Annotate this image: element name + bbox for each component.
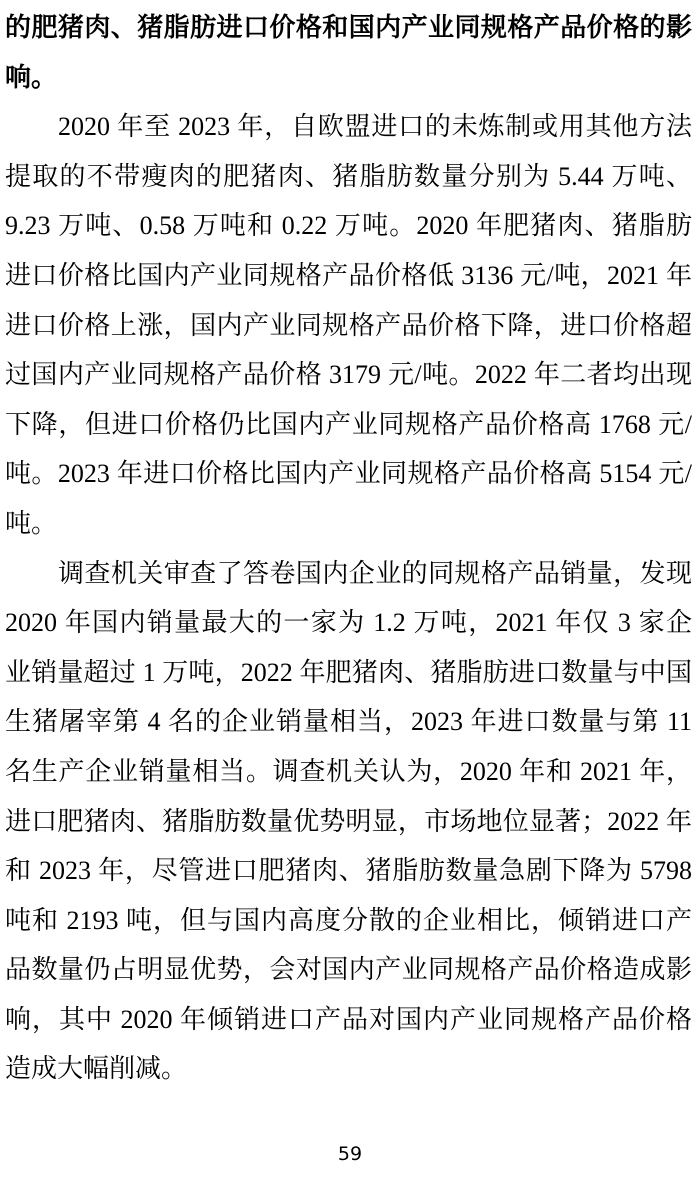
body-line: 和 2023 年，尽管进口肥猪肉、猪脂肪数量急剧下降为 5798 <box>5 856 692 886</box>
body-line: 名生产企业销量相当。调查机关认为，2020 年和 2021 年， <box>5 756 692 786</box>
body-line: 9.23 万吨、0.58 万吨和 0.22 万吨。2020 年肥猪肉、猪脂肪 <box>5 211 692 241</box>
paragraph-import-prices <box>5 102 692 548</box>
body-line: 吨。2023 年进口价格比国内产业同规格产品价格高 5154 元/ <box>5 459 692 489</box>
body-line: 品数量仍占明显优势，会对国内产业同规格产品价格造成影 <box>5 955 692 985</box>
page-footer <box>0 1145 700 1164</box>
page-number: 59 <box>337 1143 363 1165</box>
body-line: 造成大幅削减。 <box>5 1054 188 1084</box>
body-line: 进口价格比国内产业同规格产品价格低 3136 元/吨，2021 年 <box>5 260 692 290</box>
body-line: 业销量超过 1 万吨，2022 年肥猪肉、猪脂肪进口数量与中国 <box>5 657 692 687</box>
body-line: 提取的不带瘦肉的肥猪肉、猪脂肪数量分别为 5.44 万吨、 <box>5 161 692 191</box>
text-block <box>5 3 692 1094</box>
body-line: 吨和 2193 吨，但与国内高度分散的企业相比，倾销进口产 <box>5 905 692 935</box>
heading-line: 响。 <box>5 62 58 92</box>
body-line: 2020 年至 2023 年，自欧盟进口的未炼制或用其他方法 <box>58 112 692 142</box>
section-heading <box>5 3 692 102</box>
body-line: 进口肥猪肉、猪脂肪数量优势明显，市场地位显著；2022 年 <box>5 806 692 836</box>
paragraph-sales-comparison <box>5 549 692 1095</box>
body-line: 生猪屠宰第 4 名的企业销量相当，2023 年进口数量与第 11 <box>5 707 692 737</box>
heading-line: 的肥猪肉、猪脂肪进口价格和国内产业同规格产品价格的影 <box>5 13 692 42</box>
body-line: 过国内产业同规格产品价格 3179 元/吨。2022 年二者均出现 <box>5 360 692 390</box>
body-line: 调查机关审查了答卷国内企业的同规格产品销量，发现 <box>58 558 692 588</box>
body-line: 吨。 <box>5 508 58 538</box>
body-line: 进口价格上涨，国内产业同规格产品价格下降，进口价格超 <box>5 310 692 340</box>
body-line: 响，其中 2020 年倾销进口产品对国内产业同规格产品价格 <box>5 1004 692 1034</box>
body-line: 2020 年国内销量最大的一家为 1.2 万吨，2021 年仅 3 家企 <box>5 608 692 638</box>
body-line: 下降，但进口价格仍比国内产业同规格产品价格高 1768 元/ <box>5 409 692 439</box>
